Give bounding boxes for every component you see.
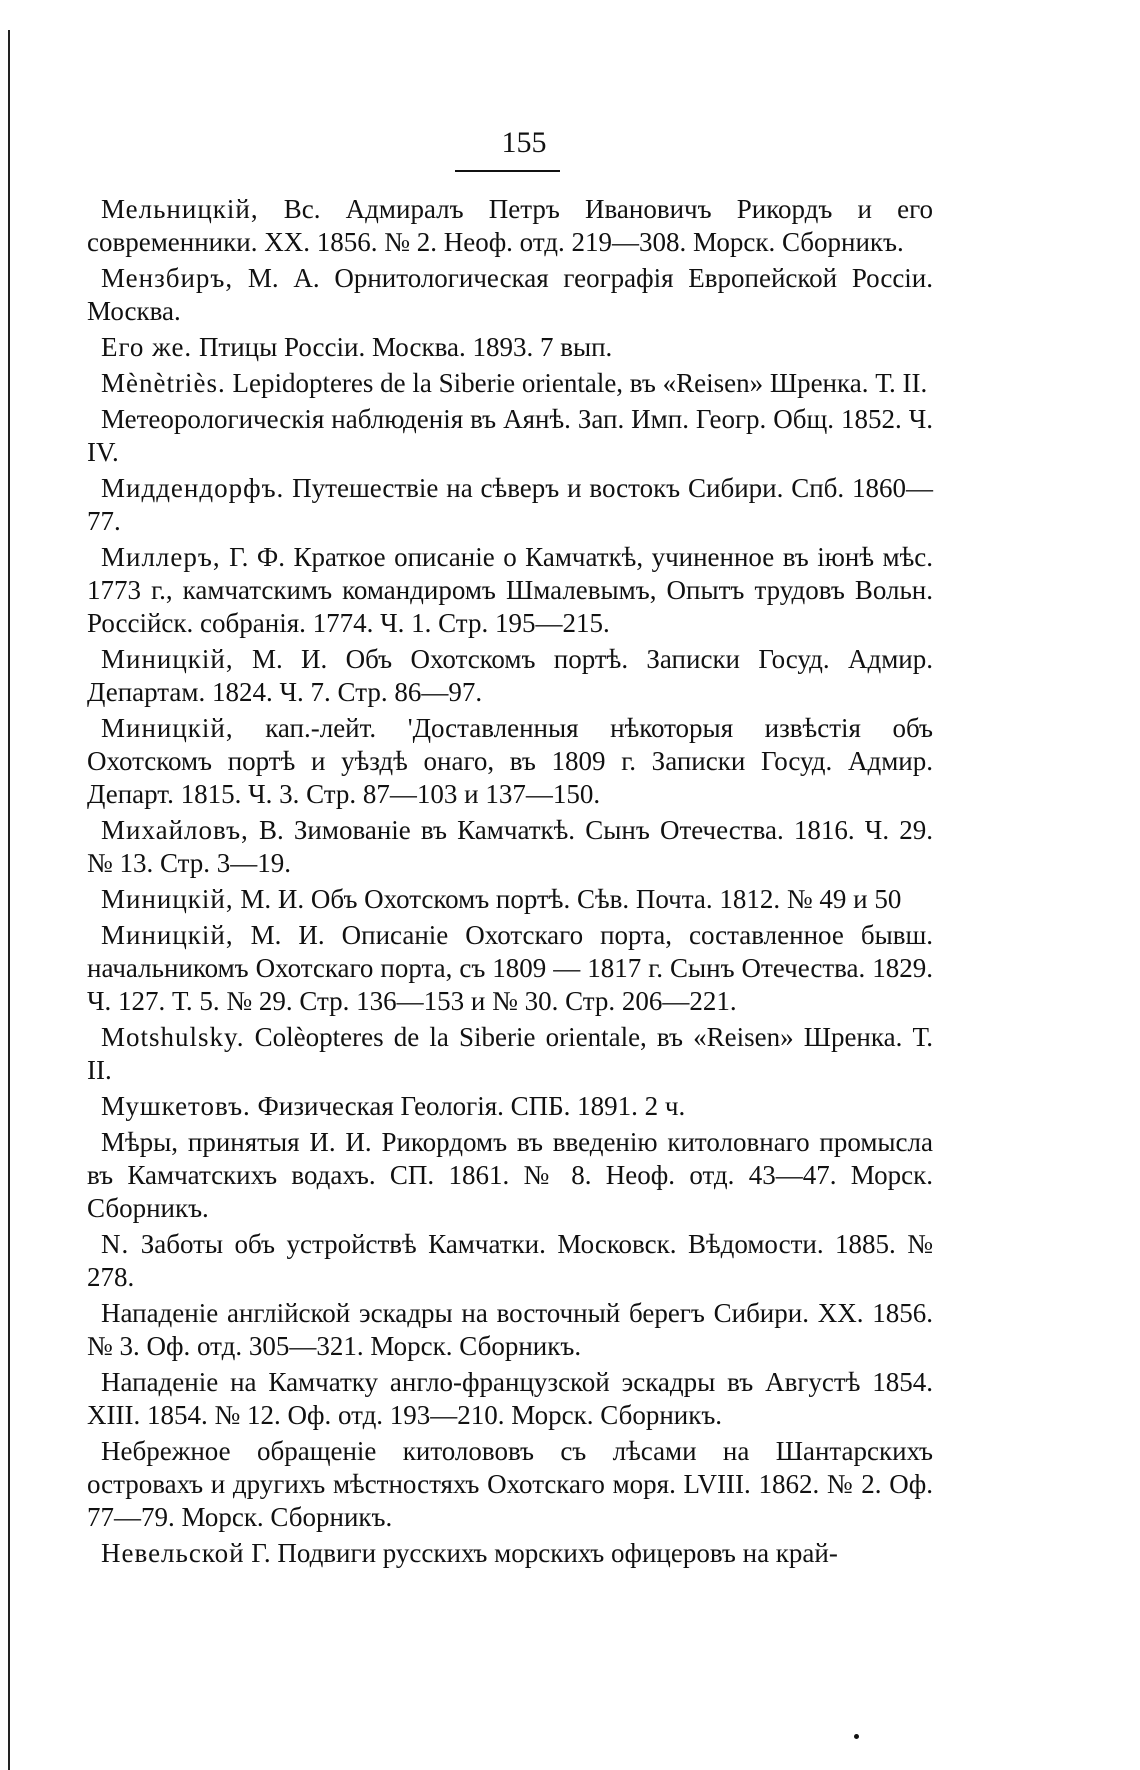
entry-author: Мензбиръ, [101,263,234,293]
entry-text: Lepidopteres de la Siberie orientale, въ «Reisen» Шренка. Т. II. [232,368,928,398]
bibliography-entry [87,403,933,469]
entry-author: Миллеръ, [101,542,221,572]
entry-text: М. И. Объ Охотскомъ портѣ. Записки Госуд. Адмир. Департам. 1824. Ч. 7. Стр. 86—97. [87,644,933,707]
bibliography-entry [87,883,933,916]
bibliography-entry [87,193,933,259]
bibliography-list [87,193,933,1570]
entry-author: Motshulsky. [101,1022,245,1052]
entry-author: Миницкій, [101,713,234,743]
entry-text: Г. Ф. Краткое описаніе о Камчаткѣ, учиненное въ іюнѣ мѣс. 1773 г., камчатскимъ командиромъ Шмалевымъ, Опытъ трудовъ Вольн. Россійск. собранія. 1774. Ч. 1. Стр. 195—215. [87,542,933,638]
entry-text: Физическая Геологія. СПБ. 1891. 2 ч. [257,1091,686,1121]
page-number-rule [455,170,560,172]
bibliography-entry [87,1228,933,1294]
entry-text: Птицы Россіи. Москва. 1893. 7 вып. [198,332,613,362]
bibliography-entry [87,643,933,709]
bibliography-entry [87,541,933,640]
bibliography-entry [87,1435,933,1534]
bibliography-entry [87,1090,933,1123]
entry-text: М. А. Орнитологическая географія Европейской Россіи. Москва. [87,263,934,326]
bibliography-entry [87,472,933,538]
entry-text: В. Зимованіе въ Камчаткѣ. Сынъ Отечества. 1816. Ч. 29. № 13. Стр. 3—19. [87,815,933,878]
bibliography-entry [87,262,933,328]
bibliography-entry [87,1537,933,1570]
entry-text: Colèopteres de la Siberie orientale, въ «Reisen» Шренка. Т. II. [87,1022,933,1085]
bibliography-entry [87,1126,933,1225]
entry-text: Мѣры, принятыя И. И. Рикордомъ въ введенію китоловнаго промысла въ Камчатскихъ водахъ. СП. 1861. № 8. Неоф. отд. 43—47. Морск. Сборникъ. [87,1127,933,1223]
entry-author: Мушкетовъ. [101,1091,251,1121]
entry-author: Миддендорфъ. [101,473,285,503]
entry-author: Миницкій, [101,920,234,950]
entry-text: Путешествіе на сѣверъ и востокъ Сибири. Спб. 1860—77. [87,473,933,536]
entry-author: Миницкій, [101,884,234,914]
page-edge-line [8,30,10,1770]
entry-text: Нападеніе на Камчатку англо-французской эскадры въ Августѣ 1854. XIII. 1854. № 12. Оф. отд. 193—210. Морск. Сборникъ. [87,1367,933,1430]
bibliography-entry [87,814,933,880]
entry-author: Михайловъ, [101,815,249,845]
entry-text: Небрежное обращеніе китолововъ съ лѣсами на Шантарскихъ островахъ и другихъ мѣстностяхъ Охотскаго моря. LVIII. 1862. № 2. Оф. 77—79. Морск. Сборникъ. [87,1436,933,1532]
bibliography-entry [87,367,933,400]
print-dot-mark [854,1734,859,1739]
entry-text: Заботы объ устройствѣ Камчатки. Московск. Вѣдомости. 1885. № 278. [87,1229,933,1292]
entry-text: М. И. Объ Охотскомъ портѣ. Сѣв. Почта. 1812. № 49 и 50 [240,884,902,914]
entry-text: Нападеніе англійской эскадры на восточный берегъ Сибири. XX. 1856. № 3. Оф. отд. 305—321. Морск. Сборникъ. [87,1298,933,1361]
entry-author: Мельницкій, [101,194,259,224]
bibliography-entry [87,1366,933,1432]
entry-author: Его же. [101,332,193,362]
entry-author: N. [101,1229,130,1259]
bibliography-entry [87,1021,933,1087]
entry-author: Миницкій, [101,644,234,674]
bibliography-entry [87,919,933,1018]
entry-text: Вс. Адмиралъ Петръ Ивановичъ Рикордъ и его современники. XX. 1856. № 2. Неоф. отд. 219—308. Морск. Сборникъ. [87,194,933,257]
entry-text: Метеорологическія наблюденія въ Аянѣ. Зап. Имп. Геогр. Общ. 1852. Ч. IV. [87,404,933,467]
bibliography-entry [87,331,933,364]
page-number: 155 [501,126,547,159]
entry-author: Невельской [101,1538,245,1568]
bibliography-entry [87,1297,933,1363]
bibliography-entry [87,712,933,811]
entry-author: Mènètriès. [101,368,226,398]
entry-text: М. И. Описаніе Охотскаго порта, составленное бывш. начальникомъ Охотскаго порта, съ 1809 — 1817 г. Сынъ Отечества. 1829. Ч. 127. Т. 5. № 29. Стр. 136—153 и № 30. Стр. 206—221. [87,920,933,1016]
entry-text: кап.-лейт. 'Доставленныя нѣкоторыя извѣстія объ Охотскомъ портѣ и уѣздѣ онаго, въ 1809 г. Записки Госуд. Адмир. Департ. 1815. Ч. 3. Стр. 87—103 и 137—150. [87,713,933,809]
entry-text: Г. Подвиги русскихъ морскихъ офицеровъ на край- [251,1538,838,1568]
